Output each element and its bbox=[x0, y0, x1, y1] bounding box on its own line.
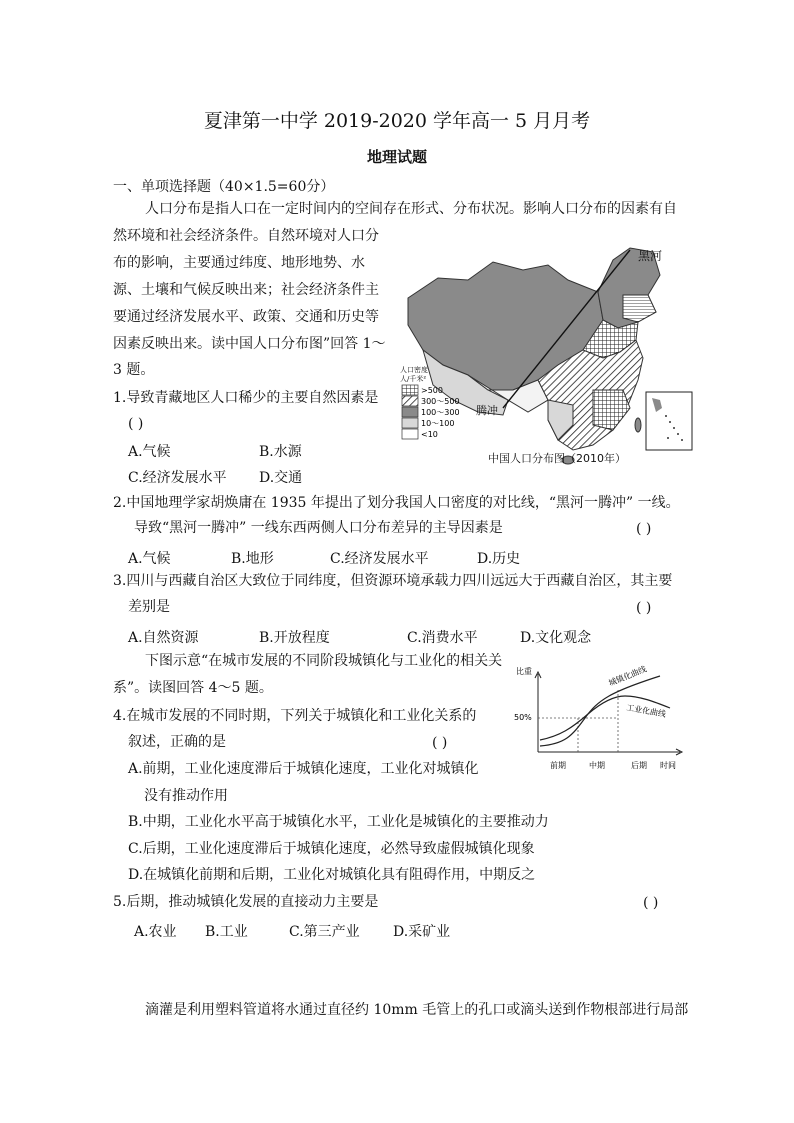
q2-option-c: C.经济发展水平 bbox=[330, 551, 429, 567]
industrialization-curve-label: 工业化曲线 bbox=[625, 703, 667, 719]
q2-answer-paren: ( ) bbox=[636, 521, 652, 537]
tengchong-label: 腾冲 bbox=[476, 404, 498, 417]
legend-swatch-3 bbox=[402, 407, 418, 417]
q5-option-c: C.第三产业 bbox=[289, 924, 360, 940]
period-middle: 中期 bbox=[589, 761, 605, 770]
q3-option-a: A.自然资源 bbox=[128, 630, 199, 646]
legend-title-2: 人/千米² bbox=[400, 375, 427, 383]
q4-option-c: C.后期，工业化速度滞后于城镇化速度，必然导致虚假城镇化现象 bbox=[128, 841, 535, 857]
intro1-line-7: 3 题。 bbox=[113, 362, 155, 378]
q2-option-a: A.气候 bbox=[128, 551, 171, 567]
exam-subtitle: 地理试题 bbox=[366, 148, 427, 166]
q2-option-b: B.地形 bbox=[231, 551, 274, 567]
q1-option-d: D.交通 bbox=[259, 470, 303, 486]
heihe-label: 黑河 bbox=[638, 249, 663, 263]
q4-stem-line-2: 叙述，正确的是 bbox=[128, 734, 226, 750]
q4-stem-line-1: 4.在城市发展的不同时期，下列关于城镇化和工业化关系的 bbox=[113, 708, 477, 724]
q4-option-a-line-2: 没有推动作用 bbox=[144, 788, 228, 804]
legend-swatch-4 bbox=[402, 418, 418, 428]
legend-swatch-5 bbox=[402, 429, 418, 439]
intro1-line-1: 人口分布是指人口在一定时间内的空间存在形式、分布状况。影响人口分布的因素有自 bbox=[145, 201, 677, 217]
q3-option-b: B.开放程度 bbox=[259, 630, 330, 646]
q4-option-d: D.在城镇化前期和后期，工业化对城镇化具有阻碍作用，中期反之 bbox=[128, 867, 536, 883]
urbanization-curve-label: 城镇化曲线 bbox=[607, 664, 648, 688]
section-heading: 一、单项选择题（40×1.5=60分） bbox=[113, 179, 335, 195]
x-axis-label: 时间 bbox=[660, 761, 676, 770]
intro1-line-3: 布的影响，主要通过纬度、地形地势、水 bbox=[113, 255, 365, 271]
y-axis-label: 比重 bbox=[516, 667, 532, 676]
legend-label-2: 300～500 bbox=[421, 397, 460, 406]
q1-option-b: B.水源 bbox=[259, 444, 302, 460]
intro2-line-2: 系”。读图回答 4～5 题。 bbox=[113, 680, 273, 696]
q1-option-a: A.气候 bbox=[128, 444, 171, 460]
q4-answer-paren: ( ) bbox=[432, 735, 448, 751]
drip-irrigation-intro: 滴灌是利用塑料管道将水通过直径约 10mm 毛管上的孔口或滴头送到作物根部进行局部 bbox=[145, 1002, 689, 1018]
q3-answer-paren: ( ) bbox=[636, 600, 652, 616]
q5-stem: 5.后期，推动城镇化发展的直接动力主要是 bbox=[113, 894, 379, 910]
legend-label-5: <10 bbox=[421, 430, 438, 439]
intro2-line-1: 下图示意“在城市发展的不同阶段城镇化与工业化的相关关 bbox=[145, 653, 503, 669]
q1-answer-paren: ( ) bbox=[128, 416, 144, 432]
period-late: 后期 bbox=[631, 761, 647, 770]
q2-option-d: D.历史 bbox=[477, 551, 521, 567]
q5-option-a: A.农业 bbox=[134, 924, 177, 940]
intro1-line-2: 然环境和社会经济条件。自然环境对人口分 bbox=[113, 228, 379, 244]
q3-stem-line-2: 差别是 bbox=[128, 599, 170, 615]
q2-stem-line-1: 2.中国地理学家胡焕庸在 1935 年提出了划分我国人口密度的对比线，“黑河一腾冲” 一线。 bbox=[113, 495, 680, 511]
q4-option-a-line-1: A.前期，工业化速度滞后于城镇化速度，工业化对城镇化 bbox=[128, 761, 479, 777]
urbanization-industrialization-chart bbox=[510, 660, 690, 778]
q4-option-b: B.中期，工业化水平高于城镇化水平，工业化是城镇化的主要推动力 bbox=[128, 814, 549, 830]
legend-label-1: >500 bbox=[421, 386, 443, 395]
period-early: 前期 bbox=[550, 761, 566, 770]
map-caption: 中国人口分布图（2010年） bbox=[488, 452, 626, 465]
y-tick-50: 50% bbox=[514, 713, 532, 722]
q5-option-d: D.采矿业 bbox=[393, 924, 451, 940]
intro1-line-5: 要通过经济发展水平、政策、交通和历史等 bbox=[113, 309, 379, 325]
legend-title-1: 人口密度 bbox=[400, 366, 428, 374]
q3-stem-line-1: 3.四川与西藏自治区大致位于同纬度，但资源环境承载力四川远远大于西藏自治区，其主要 bbox=[113, 573, 673, 589]
legend-swatch-1 bbox=[402, 385, 418, 395]
q2-stem-line-2: 导致“黑河一腾冲” 一线东西两侧人口分布差异的主导因素是 bbox=[134, 520, 503, 536]
q1-stem: 1.导致青藏地区人口稀少的主要自然因素是 bbox=[113, 390, 379, 406]
q5-answer-paren: ( ) bbox=[643, 895, 659, 911]
intro1-line-4: 源、土壤和气候反映出来；社会经济条件主 bbox=[113, 282, 379, 298]
legend-label-3: 100～300 bbox=[421, 408, 460, 417]
exam-title: 夏津第一中学 2019-2020 学年高一 5 月月考 bbox=[203, 110, 591, 132]
q3-option-c: C.消费水平 bbox=[407, 630, 478, 646]
legend-swatch-2 bbox=[402, 396, 418, 406]
legend-label-4: 10～100 bbox=[421, 419, 455, 428]
q5-option-b: B.工业 bbox=[205, 924, 248, 940]
q1-option-c: C.经济发展水平 bbox=[128, 470, 227, 486]
intro1-line-6: 因素反映出来。读中国人口分布图”回答 1～ bbox=[113, 336, 386, 352]
q3-option-d: D.文化观念 bbox=[520, 630, 592, 646]
china-population-map bbox=[398, 240, 698, 472]
